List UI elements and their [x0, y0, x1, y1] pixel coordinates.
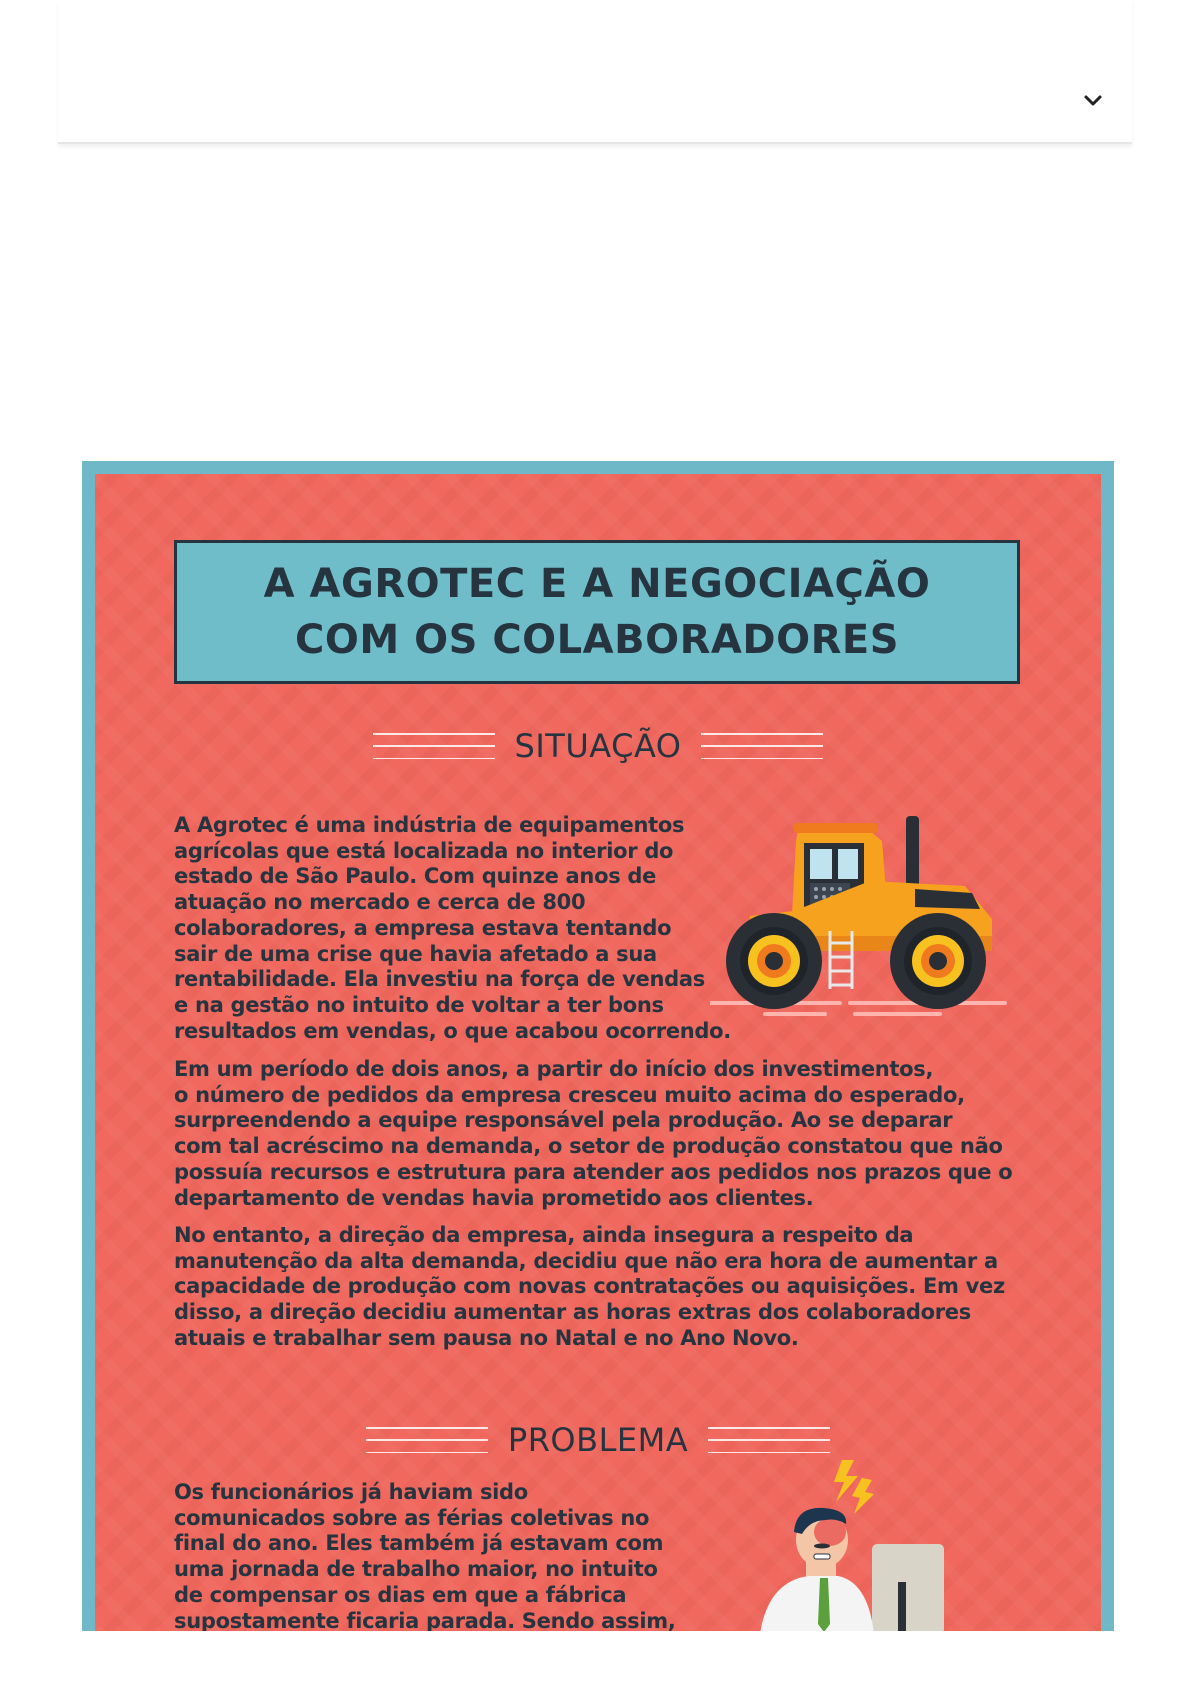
- text-line: agrícolas que está localizada no interior do: [174, 838, 674, 863]
- heading-decoration: [701, 733, 823, 759]
- text-line: estado de São Paulo. Com quinze anos de: [174, 864, 657, 889]
- situacao-paragraph-1: [174, 813, 731, 1044]
- text-line: com tal acréscimo na demanda, o setor de produção constatou que não: [174, 1134, 1003, 1159]
- text-line: Os funcionários já haviam sido: [174, 1480, 528, 1504]
- section-label: PROBLEMA: [507, 1421, 689, 1459]
- text-line: comunicados sobre as férias coletivas no: [174, 1505, 650, 1530]
- section-heading-situacao: [95, 727, 1101, 765]
- text-line: disso, a direção decidiu aumentar as horas extras dos colaboradores: [174, 1300, 971, 1325]
- section-label: SITUAÇÃO: [514, 727, 682, 765]
- text-line: surpreendendo a equipe responsável pela produção. Ao se deparar: [174, 1108, 953, 1133]
- situacao-paragraph-2: [174, 1057, 1012, 1211]
- text-line: final do ano. Eles também já estavam com: [174, 1531, 664, 1556]
- tractor-icon: [710, 811, 1010, 1030]
- text-line: sair de uma crise que havia afetado a sua: [174, 941, 657, 966]
- text-line: uma jornada de trabalho maior, no intuito: [174, 1557, 658, 1582]
- heading-decoration: [708, 1427, 830, 1453]
- top-bar: [58, 0, 1132, 144]
- infographic-title-line: A AGROTEC E A NEGOCIAÇÃO: [263, 561, 931, 607]
- stressed-worker-icon: [750, 1454, 980, 1631]
- infographic-title-line: COM OS COLABORADORES: [294, 617, 900, 663]
- text-line: atuação no mercado e cerca de 800: [174, 890, 586, 915]
- infographic-poster: [95, 474, 1101, 1631]
- text-line: supostamente ficaria parada. Sendo assim,: [174, 1608, 676, 1631]
- text-line: colaboradores, a empresa estava tentando: [174, 915, 672, 940]
- infographic-title-box: [174, 540, 1020, 684]
- text-line: o número de pedidos da empresa cresceu muito acima do esperado,: [174, 1082, 965, 1107]
- text-line: manutenção da alta demanda, decidiu que não era hora de aumentar a: [174, 1248, 998, 1273]
- chevron-down-icon[interactable]: [1078, 86, 1108, 116]
- text-line: A Agrotec é uma indústria de equipamentos: [174, 813, 685, 837]
- text-line: capacidade de produção com novas contratações ou aquisições. Em vez: [174, 1274, 1005, 1299]
- text-line: departamento de vendas havia prometido aos clientes.: [174, 1185, 814, 1210]
- situacao-paragraph-3: [174, 1223, 1005, 1352]
- text-line: e na gestão no intuito de voltar a ter bons: [174, 992, 664, 1017]
- text-line: No entanto, a direção da empresa, ainda insegura a respeito da: [174, 1223, 914, 1247]
- infographic-frame: [82, 461, 1114, 1631]
- problema-paragraph: [174, 1480, 676, 1631]
- text-line: de compensar os dias em que a fábrica: [174, 1582, 627, 1607]
- text-line: atuais e trabalhar sem pausa no Natal e no Ano Novo.: [174, 1325, 799, 1350]
- text-line: rentabilidade. Ela investiu na força de vendas: [174, 967, 705, 992]
- text-line: possuía recursos e estrutura para atender aos pedidos nos prazos que o: [174, 1159, 1013, 1184]
- heading-decoration: [373, 733, 495, 759]
- heading-decoration: [366, 1427, 488, 1453]
- text-line: resultados em vendas, o que acabou ocorrendo.: [174, 1018, 731, 1043]
- text-line: Em um período de dois anos, a partir do início dos investimentos,: [174, 1057, 934, 1081]
